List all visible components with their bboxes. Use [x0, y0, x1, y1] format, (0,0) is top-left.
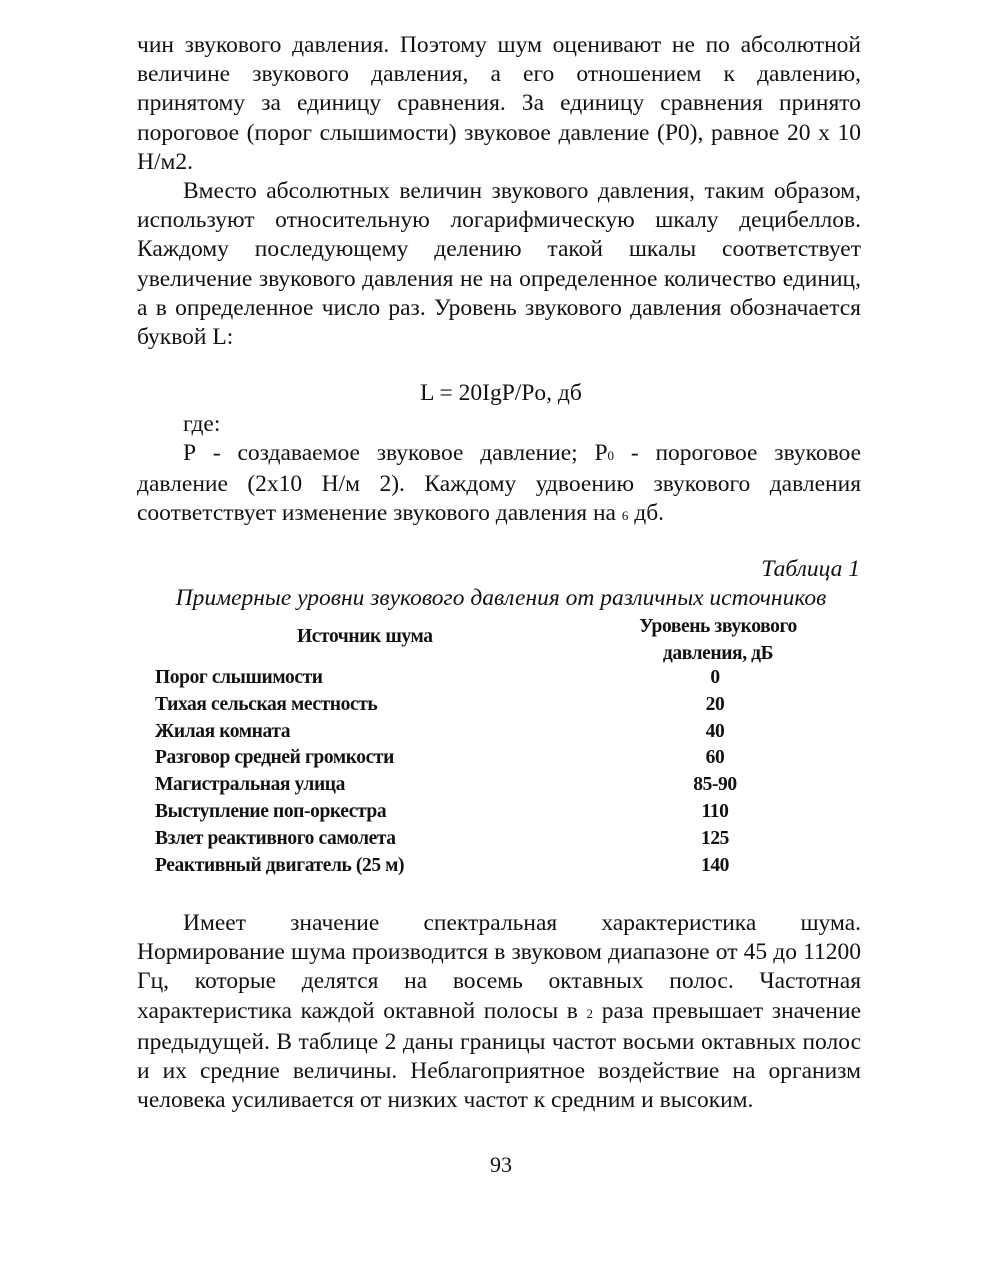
table-row	[155, 853, 855, 880]
row-source: Порог слышимости	[155, 667, 323, 688]
table-row	[155, 826, 855, 853]
paragraph-3-part-b: - пороговое звуковое давление (2х10 Н/м 2). Каждому удвоению звукового давления соответствует изменение звукового давления на	[137, 440, 861, 527]
formula-text: L = 20IgP/Po, дб	[420, 380, 582, 406]
row-level: 60	[705, 747, 725, 769]
header-level-line2: давления, дБ	[662, 643, 774, 664]
row-level: 85-90	[693, 774, 737, 796]
paragraph-4-part-a: Имеет значение спектральная характеристика шума. Нормирование шума производится в звуковом диапазоне от 45 до 11200 Гц, которые делятся на восемь октавных полос. Частотная характеристика каждой октавной полосы в	[137, 910, 861, 1024]
paragraph-3-part-c: дб.	[628, 500, 665, 527]
header-level	[613, 613, 823, 667]
row-source: Реактивный двигатель (25 м)	[155, 854, 405, 876]
table-header	[155, 613, 855, 665]
header-level-line1: Уровень звукового	[639, 616, 797, 637]
paragraph-1: чин звукового давления. Поэтому шум оценивают не по абсолютной величине звукового давления, а его отношением к давлению, принятому за единицу сравнения. За единицу сравнения принято пороговое (порог слышимости) звуковое давление (Р0), равное 20 х 10 Н/м2.	[137, 32, 861, 175]
table-row	[155, 719, 855, 746]
paragraph-3-block	[137, 439, 861, 531]
where-label: где:	[183, 411, 221, 437]
table-caption: Таблица 1	[761, 556, 860, 582]
row-level: 40	[705, 720, 725, 742]
table-row	[155, 745, 855, 772]
row-source: Магистральная улица	[155, 774, 345, 796]
table-row	[155, 799, 855, 826]
row-level: 0	[710, 667, 720, 688]
six-small: 6	[621, 508, 629, 524]
row-source: Тихая сельская местность	[155, 693, 378, 715]
noise-levels-table	[155, 613, 855, 879]
two-small: 2	[586, 1005, 594, 1021]
table-row	[155, 772, 855, 799]
paragraph-4-part-b: раза превышает значение предыдущей. В таблице 2 даны границы частот восьми октавных полос и их средние величины. Неблагоприятное воздействие на организм человека усиливается от низких частот к средним и высоким.	[137, 997, 861, 1114]
row-level: 20	[705, 693, 725, 715]
paragraph-1-block	[137, 31, 861, 352]
paragraph-3-part-a: Р - создаваемое звуковое давление; Р	[183, 440, 608, 466]
row-source: Жилая комната	[155, 720, 291, 742]
row-source: Выступление поп-оркестра	[155, 800, 387, 822]
row-level: 140	[700, 854, 730, 876]
table-row	[155, 665, 855, 692]
paragraph-4	[137, 909, 861, 1115]
paragraph-2: Вместо абсолютных величин звукового давления, таким образом, используют относительную логарифмическую шкалу децибеллов. Каждому последующему делению такой шкалы соответствует увеличение звукового давления не на определенное количество единиц, а в определенное число раз. Уровень звукового давления обозначается буквой L:	[137, 178, 861, 351]
paragraph-3	[137, 439, 861, 531]
paragraph-4-block	[137, 909, 861, 1115]
formula	[0, 380, 1002, 407]
row-source: Взлет реактивного самолета	[155, 827, 396, 849]
table-title: Примерные уровни звукового давления от различных источников	[175, 585, 827, 611]
subscript-zero: 0	[607, 448, 615, 463]
page-number: 93	[490, 1152, 512, 1177]
row-level: 110	[701, 800, 729, 822]
header-source: Источник шума	[297, 626, 433, 647]
table-row	[155, 692, 855, 719]
row-level: 125	[700, 827, 730, 849]
row-source: Разговор средней громкости	[155, 747, 394, 769]
